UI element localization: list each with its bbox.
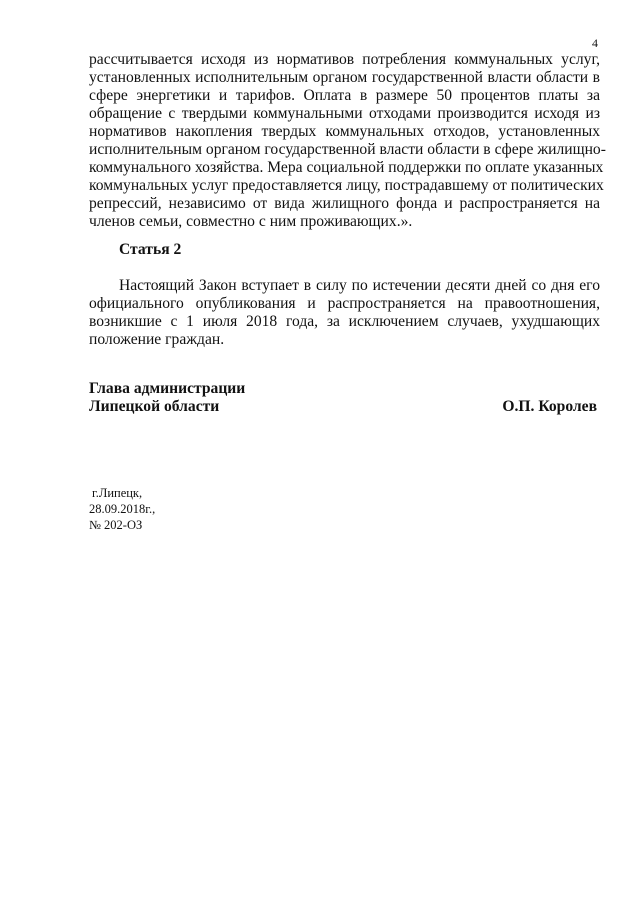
page-number: 4 <box>592 36 598 50</box>
article-heading: Статья 2 <box>119 241 182 258</box>
text-line: положение граждан. <box>89 331 225 348</box>
document-footer <box>89 485 155 533</box>
footer-date: 28.09.2018г., <box>89 502 156 516</box>
signatory-title-line2: Липецкой области <box>89 398 220 415</box>
text-line: репрессий, независимо от вида жилищного фонда и распространяется на <box>89 195 600 212</box>
text-line: членов семьи, совместно с ним проживающих.». <box>89 213 413 230</box>
text-line: возникшие с 1 июля 2018 года, за исключением случаев, ухудшающих <box>89 313 600 330</box>
text-line: нормативов накопления твердых коммунальных отходов, установленных <box>89 123 600 140</box>
article-paragraph <box>89 277 600 349</box>
text-line: исполнительным органом государственной власти области в сфере жилищно- <box>89 141 606 158</box>
footer-city: г.Липецк, <box>92 486 143 500</box>
footer-law-number: № 202-ОЗ <box>89 518 143 532</box>
text-line: установленных исполнительным органом государственной власти области в <box>89 69 600 86</box>
text-line: рассчитывается исходя из нормативов потребления коммунальных услуг, <box>89 51 600 68</box>
paragraph-continuation <box>89 51 606 231</box>
signatory-title-line1: Глава администрации <box>89 380 246 397</box>
text-line: Настоящий Закон вступает в силу по истечении десяти дней со дня его <box>119 277 600 294</box>
text-line: коммунального хозяйства. Мера социальной поддержки по оплате указанных <box>89 159 604 176</box>
signature-block <box>89 380 600 416</box>
text-line: официального опубликования и распространяется на правоотношения, <box>89 295 600 312</box>
text-line: коммунальных услуг предоставляется лицу, пострадавшему от политических <box>89 177 604 194</box>
text-line: сфере энергетики и тарифов. Оплата в размере 50 процентов платы за <box>89 87 600 104</box>
text-line: обращение с твердыми коммунальными отходами производится исходя из <box>89 105 600 122</box>
signatory-name: О.П. Королев <box>502 398 597 415</box>
